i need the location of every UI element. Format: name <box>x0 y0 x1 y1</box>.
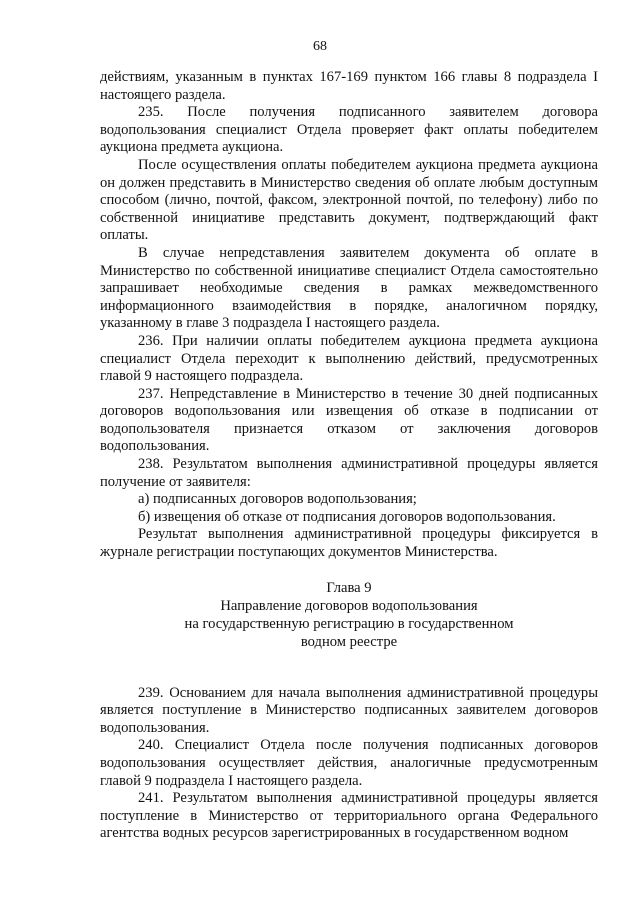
paragraph: 236. При наличии оплаты победителем аукциона предмета аукциона специалист Отдела переходит к выполнению действий, предусмотренных главой 9 настоящего подраздела. <box>100 332 598 385</box>
chapter-title-line: на государственную регистрацию в государственном <box>184 615 514 632</box>
paragraph: 237. Непредставление в Министерство в течение 30 дней подписанных договоров водопользования или извещения об отказе в подписании от водопользователя признается отказом от заключения договоров водопользования. <box>100 385 598 455</box>
paragraph: 238. Результатом выполнения административной процедуры является получение от заявителя: <box>100 456 598 490</box>
chapter-title-line: Направление договоров водопользования <box>220 597 478 614</box>
paragraphs-before <box>100 69 598 562</box>
chapter-heading <box>100 579 598 651</box>
paragraph: 239. Основанием для начала выполнения административной процедуры является поступление в Министерство подписанных заявителем договоров водопользования. <box>100 684 598 736</box>
paragraph: После осуществления оплаты победителем аукциона предмета аукциона он должен представить в Министерство сведения об оплате любым доступным способом (лично, почтой, факсом, электронной почтой, по телефону) либо по собственной инициативе представить документ, подтверждающий факт оплаты. <box>100 156 598 244</box>
chapter-title-line: водном реестре <box>300 633 398 650</box>
paragraph: действиям, указанным в пунктах 167-169 пунктом 166 главы 8 подраздела I настоящего раздела. <box>100 69 598 103</box>
paragraph: а) подписанных договоров водопользования; <box>138 491 417 508</box>
paragraphs-after <box>100 685 598 843</box>
paragraph: В случае непредставления заявителем документа об оплате в Министерство по собственной инициативе специалист Отдела самостоятельно запрашивает необходимые сведения в рамках межведомственного информационного взаимодействия в порядке, аналогичном порядку, указанному в главе 3 подраздела I настоящего раздела. <box>100 244 598 332</box>
page-number: 68 <box>313 39 327 54</box>
paragraph: Результат выполнения административной процедуры фиксируется в журнале регистрации поступающих документов Министерства. <box>100 526 598 561</box>
paragraph: 240. Специалист Отдела после получения подписанных договоров водопользования осуществляет действия, аналогичные предусмотренным главой 9 подраздела I настоящего раздела. <box>100 737 598 789</box>
paragraph: 235. После получения подписанного заявителем договора водопользования специалист Отдела проверяет факт оплаты победителем аукциона предмета аукциона. <box>100 104 598 156</box>
document-body <box>100 69 598 843</box>
paragraph: 241. Результатом выполнения административной процедуры является поступление в Министерство от территориального органа Федерального агентства водных ресурсов зарегистрированных в государственном водном <box>100 790 598 842</box>
chapter-number: Глава 9 <box>326 579 372 596</box>
paragraph: б) извещения об отказе от подписания договоров водопользования. <box>138 508 556 525</box>
